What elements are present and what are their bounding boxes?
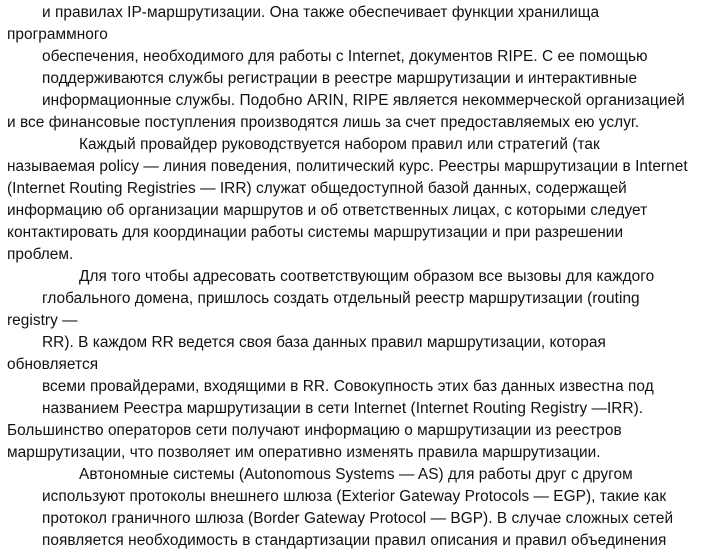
text-line: обновляется: [7, 356, 99, 373]
text-line: (Internet Routing Registries — IRR) служат общедоступной базой данных, содержащей: [7, 180, 627, 197]
text-line: проблем.: [7, 246, 74, 263]
text-line: информационные службы. Подобно ARIN, RIPE является некоммерческой организацией: [42, 92, 685, 109]
text-line: Каждый провайдер руководствуется набором правил или стратегий (так: [79, 136, 600, 153]
text-line: Автономные системы (Autonomous Systems — AS) для работы друг с другом: [79, 466, 633, 483]
text-line: Для того чтобы адресовать соответствующим образом все вызовы для каждого: [79, 268, 655, 285]
text-line: обеспечения, необходимого для работы с Internet, документов RIPE. С ее помощью: [42, 48, 648, 65]
text-line: появляется необходимость в стандартизации правил описания и правил объединения: [42, 532, 667, 549]
text-line: называемая policy — линия поведения, политический курс. Реестры маршрутизации в Internet: [7, 158, 688, 175]
text-line: программного: [7, 26, 108, 43]
text-line: поддерживаются службы регистрации в реестре маршрутизации и интерактивные: [42, 70, 638, 87]
text-line: Большинство операторов сети получают информацию о маршрутизации из реестров: [7, 422, 622, 439]
text-line: и правилах IP-маршрутизации. Она также обеспечивает функции хранилища: [42, 4, 600, 21]
text-line: RR). В каждом RR ведется своя база данных правил маршрутизации, которая: [42, 334, 606, 351]
text-line: глобального домена, пришлось создать отдельный реестр маршрутизации (routing: [42, 290, 640, 307]
text-line: протокол граничного шлюза (Border Gateway Protocol — BGP). В случае сложных сетей: [42, 510, 674, 527]
text-line: названием Реестра маршрутизации в сети Internet (Internet Routing Registry —IRR).: [42, 400, 644, 417]
text-line: и все финансовые поступления производятся лишь за счет предоставляемых ею услуг.: [7, 114, 640, 131]
text-line: маршрутизации, что позволяет им оперативно изменять правила маршрутизации.: [7, 444, 601, 461]
text-line: используют протоколы внешнего шлюза (Exterior Gateway Protocols — EGP), такие как: [42, 488, 667, 505]
text-line: всеми провайдерами, входящими в RR. Совокупность этих баз данных известна под: [42, 378, 654, 395]
text-line: контактировать для координации работы системы маршрутизации и при разрешении: [7, 224, 624, 241]
text-line: информацию об организации маршрутов и об ответственных лицах, с которыми следует: [7, 202, 648, 219]
text-line: registry —: [7, 312, 78, 329]
